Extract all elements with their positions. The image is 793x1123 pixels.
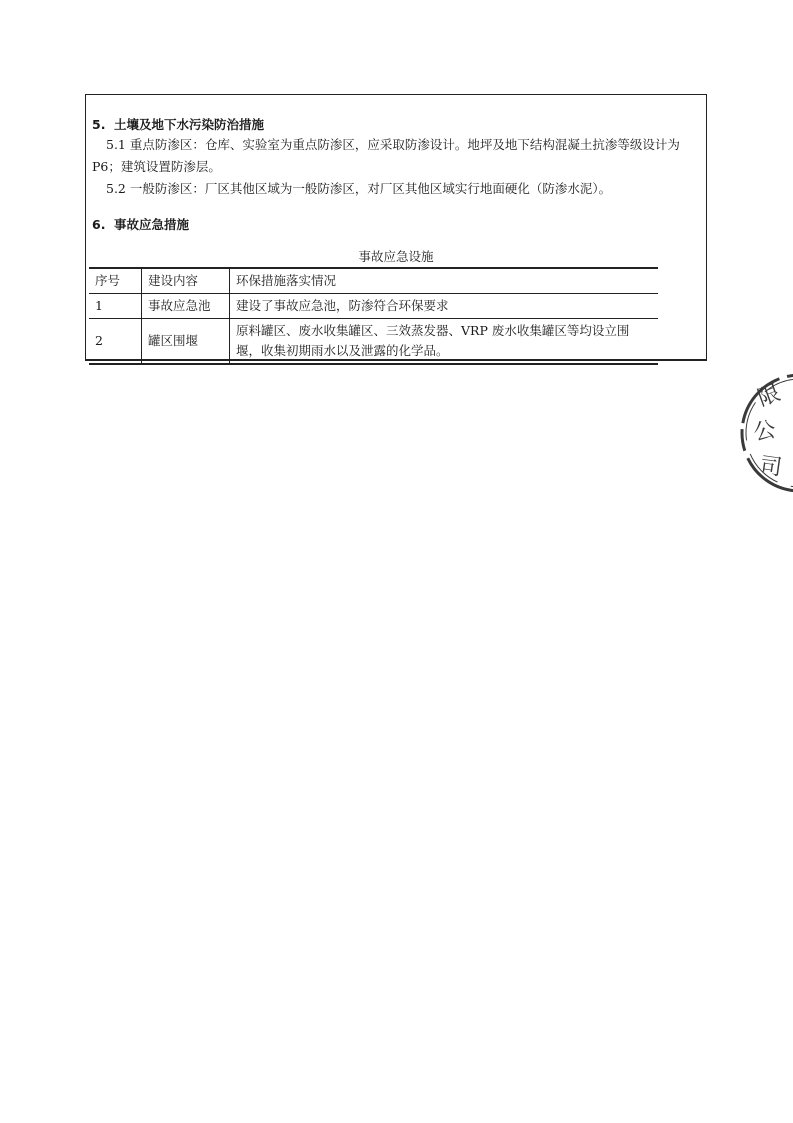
company-seal-stamp [735, 368, 793, 498]
header-no: 序号 [89, 268, 142, 294]
seal-char-2: 公 [751, 417, 778, 446]
row-item: 事故应急池 [142, 294, 230, 319]
header-status: 环保措施落实情况 [230, 268, 659, 294]
section-5-title: 土壤及地下水污染防治措施 [114, 117, 265, 132]
header-item: 建设内容 [142, 268, 230, 294]
row-no: 2 [89, 319, 142, 365]
seal-char-3: 司 [758, 453, 784, 482]
row-status: 建设了事故应急池，防渗符合环保要求 [230, 294, 659, 319]
section-5-1-paragraph: 5.1 重点防渗区：仓库、实验室为重点防渗区，应采取防渗设计。地坪及地下结构混凝土抗渗等级设计为 P6；建筑设置防渗层。 [92, 137, 680, 174]
emergency-facilities-table [89, 267, 658, 365]
section-5-2-paragraph: 5.2 一般防渗区：厂区其他区域为一般防渗区，对厂区其他区域实行地面硬化（防渗水泥）。 [106, 181, 612, 196]
seal-char-1: 限 [754, 380, 784, 412]
document-frame [85, 94, 707, 361]
table-row [89, 319, 658, 365]
row-no: 1 [89, 294, 142, 319]
table-title: 事故应急设施 [358, 249, 434, 264]
section-6-title: 事故应急措施 [114, 217, 190, 232]
row-item: 罐区围堰 [142, 319, 230, 365]
section-6-heading [92, 215, 189, 233]
section-6-number: 6. [92, 217, 106, 232]
table-header-row [89, 268, 658, 294]
section-5-heading [92, 115, 264, 133]
seal-graphic [735, 368, 793, 498]
row-status: 原料罐区、废水收集罐区、三效蒸发器、VRP 废水收集罐区等均设立围堰，收集初期雨水以及泄露的化学品。 [230, 319, 659, 365]
table-row [89, 294, 658, 319]
section-5-number: 5. [92, 117, 106, 132]
